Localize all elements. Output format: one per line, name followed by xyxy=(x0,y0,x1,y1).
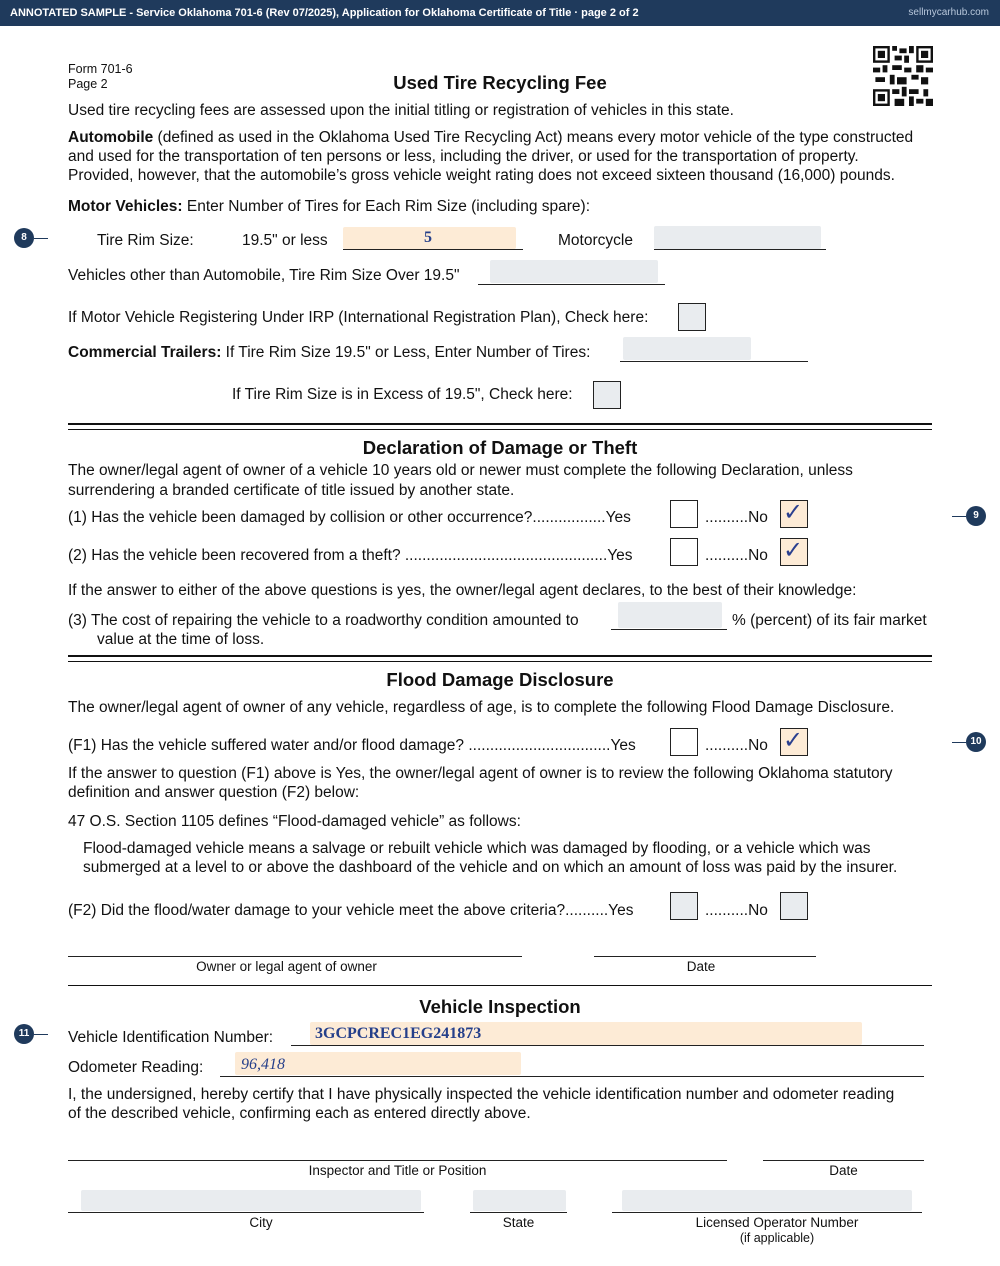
other-vehicles-field[interactable] xyxy=(490,260,658,283)
repair-percent-field[interactable] xyxy=(618,602,722,628)
automobile-definition-line1 xyxy=(68,129,913,147)
inspector-label: Inspector and Title or Position xyxy=(308,1163,487,1178)
flood-definition-line1: Flood-damaged vehicle means a salvage or rebuilt vehicle which was damaged by flooding, or a vehicle which was xyxy=(83,840,871,857)
excess-checkbox[interactable] xyxy=(593,381,621,409)
section-title-damage: Declaration of Damage or Theft xyxy=(362,437,638,458)
check-mark-icon: ✓ xyxy=(783,726,804,754)
city-field[interactable] xyxy=(81,1190,421,1211)
automobile-term: Automobile xyxy=(68,129,154,146)
annotation-banner xyxy=(0,0,1000,26)
operator-underline xyxy=(612,1212,922,1213)
automobile-def-text: (defined as used in the Oklahoma Used Tire Recycling Act) means every motor vehicle of the type constructed xyxy=(153,129,914,146)
if-yes-note: If the answer to either of the above questions is yes, the owner/legal agent declares, to the best of their knowledge: xyxy=(68,582,857,599)
flood-definition-line2: submerged at a level to or above the dashboard of the vehicle and on which an amount of loss was paid by the insurer. xyxy=(83,859,898,876)
question-1: (1) Has the vehicle been damaged by collision or other occurrence?.................Yes xyxy=(68,509,631,526)
motorcycle-underline xyxy=(654,249,826,250)
commercial-trailers-underline xyxy=(620,361,808,362)
q2-no-checkbox[interactable] xyxy=(780,538,808,566)
form-number: Form 701-6 xyxy=(68,62,133,76)
q1-yes-checkbox[interactable] xyxy=(670,500,698,528)
question-f2: (F2) Did the flood/water damage to your vehicle meet the above criteria?..........Yes xyxy=(68,902,634,919)
damage-intro-line2: surrendering a branded certificate of title issued by another state. xyxy=(68,482,515,499)
f1-note-line2: definition and answer question (F2) below: xyxy=(68,784,360,801)
operator-label: Licensed Operator Number xyxy=(695,1215,859,1230)
section-divider xyxy=(68,655,932,657)
vin-underline xyxy=(291,1045,924,1046)
owner-signature-label: Owner or legal agent of owner xyxy=(196,959,377,974)
f2-no-label: ..........No xyxy=(705,902,768,919)
annotation-marker-11: 11 xyxy=(14,1024,34,1044)
automobile-definition-line3: Provided, however, that the automobile’s gross vehicle weight rating does not exceed sixteen thousand (16,000) pounds. xyxy=(68,167,895,184)
qr-code-icon xyxy=(873,46,933,106)
vin-value: 3GCPCREC1EG241873 xyxy=(315,1025,482,1042)
motorcycle-field[interactable] xyxy=(654,226,821,249)
section-divider xyxy=(68,985,932,986)
q2-yes-checkbox[interactable] xyxy=(670,538,698,566)
f1-no-checkbox[interactable] xyxy=(780,728,808,756)
f2-yes-checkbox[interactable] xyxy=(670,892,698,920)
annotation-leader-10 xyxy=(952,742,966,743)
excess-label: If Tire Rim Size is in Excess of 19.5", Check here: xyxy=(232,386,573,403)
section-divider xyxy=(68,661,932,662)
operator-note: (if applicable) xyxy=(739,1231,815,1245)
banner-site[interactable]: sellmycarhub.com xyxy=(908,7,989,18)
motorcycle-label: Motorcycle xyxy=(558,232,633,249)
other-vehicles-underline xyxy=(478,284,665,285)
inspector-date-line[interactable] xyxy=(763,1160,924,1161)
flood-intro: The owner/legal agent of owner of any vehicle, regardless of age, is to complete the following Flood Damage Disclosure. xyxy=(68,699,895,716)
tire-intro: Used tire recycling fees are assessed upon the initial titling or registration of vehicles in this state. xyxy=(68,102,734,119)
owner-date-label: Date xyxy=(686,959,716,974)
section-title-tire: Used Tire Recycling Fee xyxy=(393,72,607,93)
rim-19-label: 19.5" or less xyxy=(242,232,328,249)
inspector-signature-line[interactable] xyxy=(68,1160,727,1161)
annotation-leader-11 xyxy=(34,1034,48,1035)
motor-vehicles-text: Enter Number of Tires for Each Rim Size (including spare): xyxy=(182,198,591,215)
commercial-trailers-label xyxy=(68,344,590,362)
owner-date-line[interactable] xyxy=(594,956,816,957)
q1-no-checkbox[interactable] xyxy=(780,500,808,528)
f2-no-checkbox[interactable] xyxy=(780,892,808,920)
irp-label: If Motor Vehicle Registering Under IRP (International Registration Plan), Check here: xyxy=(68,309,649,326)
operator-field[interactable] xyxy=(622,1190,912,1211)
q2-no-label: ..........No xyxy=(705,547,768,564)
page-number: Page 2 xyxy=(68,77,108,91)
f1-no-label: ..........No xyxy=(705,737,768,754)
odometer-underline xyxy=(220,1076,924,1077)
odometer-value: 96,418 xyxy=(241,1056,285,1073)
vin-label: Vehicle Identification Number: xyxy=(68,1029,274,1046)
owner-signature-line[interactable] xyxy=(68,956,522,957)
question-3-line2: value at the time of loss. xyxy=(97,631,265,648)
annotation-leader-9 xyxy=(952,516,966,517)
damage-intro-line1: The owner/legal agent of owner of a vehicle 10 years old or newer must complete the following Declaration, unless xyxy=(68,462,853,479)
question-f1: (F1) Has the vehicle suffered water and/or flood damage? .................................Yes xyxy=(68,737,636,754)
city-label: City xyxy=(249,1215,273,1230)
commercial-trailers-field[interactable] xyxy=(623,337,751,360)
section-divider xyxy=(68,429,932,430)
commercial-trailers-text: If Tire Rim Size 19.5" or Less, Enter Number of Tires: xyxy=(221,344,591,361)
section-title-inspection: Vehicle Inspection xyxy=(419,996,581,1017)
rim-size-label: Tire Rim Size: xyxy=(97,232,194,249)
inspector-date-label: Date xyxy=(829,1163,858,1178)
certification-line1: I, the undersigned, hereby certify that I have physically inspected the vehicle identification number and odometer reading xyxy=(68,1086,895,1103)
percent-suffix: % (percent) of its fair market xyxy=(732,612,927,629)
section-divider xyxy=(68,423,932,425)
check-mark-icon: ✓ xyxy=(783,536,804,564)
banner-title: ANNOTATED SAMPLE - Service Oklahoma 701-6 (Rev 07/2025), Application for Oklahoma Certificate of Title · page 2 of 2 xyxy=(10,7,639,19)
rim-19-underline xyxy=(343,249,523,250)
automobile-definition-line2: and used for the transportation of ten persons or less, including the driver, or used for the transportation of property. xyxy=(68,148,859,165)
question-2: (2) Has the vehicle been recovered from a theft? ...............................................Yes xyxy=(68,547,633,564)
motor-vehicles-term: Motor Vehicles: xyxy=(68,198,183,215)
state-field[interactable] xyxy=(473,1190,566,1211)
f1-note-line1: If the answer to question (F1) above is Yes, the owner/legal agent of owner is to review the following Oklahoma statutory xyxy=(68,765,893,782)
commercial-trailers-term: Commercial Trailers: xyxy=(68,344,222,361)
question-3-line1: (3) The cost of repairing the vehicle to a roadworthy condition amounted to xyxy=(68,612,579,629)
rim-19-value: 5 xyxy=(424,229,432,246)
repair-percent-underline xyxy=(611,629,727,630)
q1-no-label: ..........No xyxy=(705,509,768,526)
state-label: State xyxy=(502,1215,535,1230)
annotation-leader-8 xyxy=(34,238,48,239)
annotation-marker-10: 10 xyxy=(966,732,986,752)
motor-vehicles-heading xyxy=(68,198,590,216)
annotation-marker-8: 8 xyxy=(14,228,34,248)
city-underline xyxy=(68,1212,424,1213)
check-mark-icon: ✓ xyxy=(783,498,804,526)
other-vehicles-label: Vehicles other than Automobile, Tire Rim Size Over 19.5" xyxy=(68,267,460,284)
state-underline xyxy=(470,1212,567,1213)
statute-reference: 47 O.S. Section 1105 defines “Flood-damaged vehicle” as follows: xyxy=(68,813,521,830)
odometer-label: Odometer Reading: xyxy=(68,1059,204,1076)
irp-checkbox[interactable] xyxy=(678,303,706,331)
section-title-flood: Flood Damage Disclosure xyxy=(386,669,614,690)
f1-yes-checkbox[interactable] xyxy=(670,728,698,756)
certification-line2: of the described vehicle, confirming each as entered directly above. xyxy=(68,1105,531,1122)
annotation-marker-9: 9 xyxy=(966,506,986,526)
